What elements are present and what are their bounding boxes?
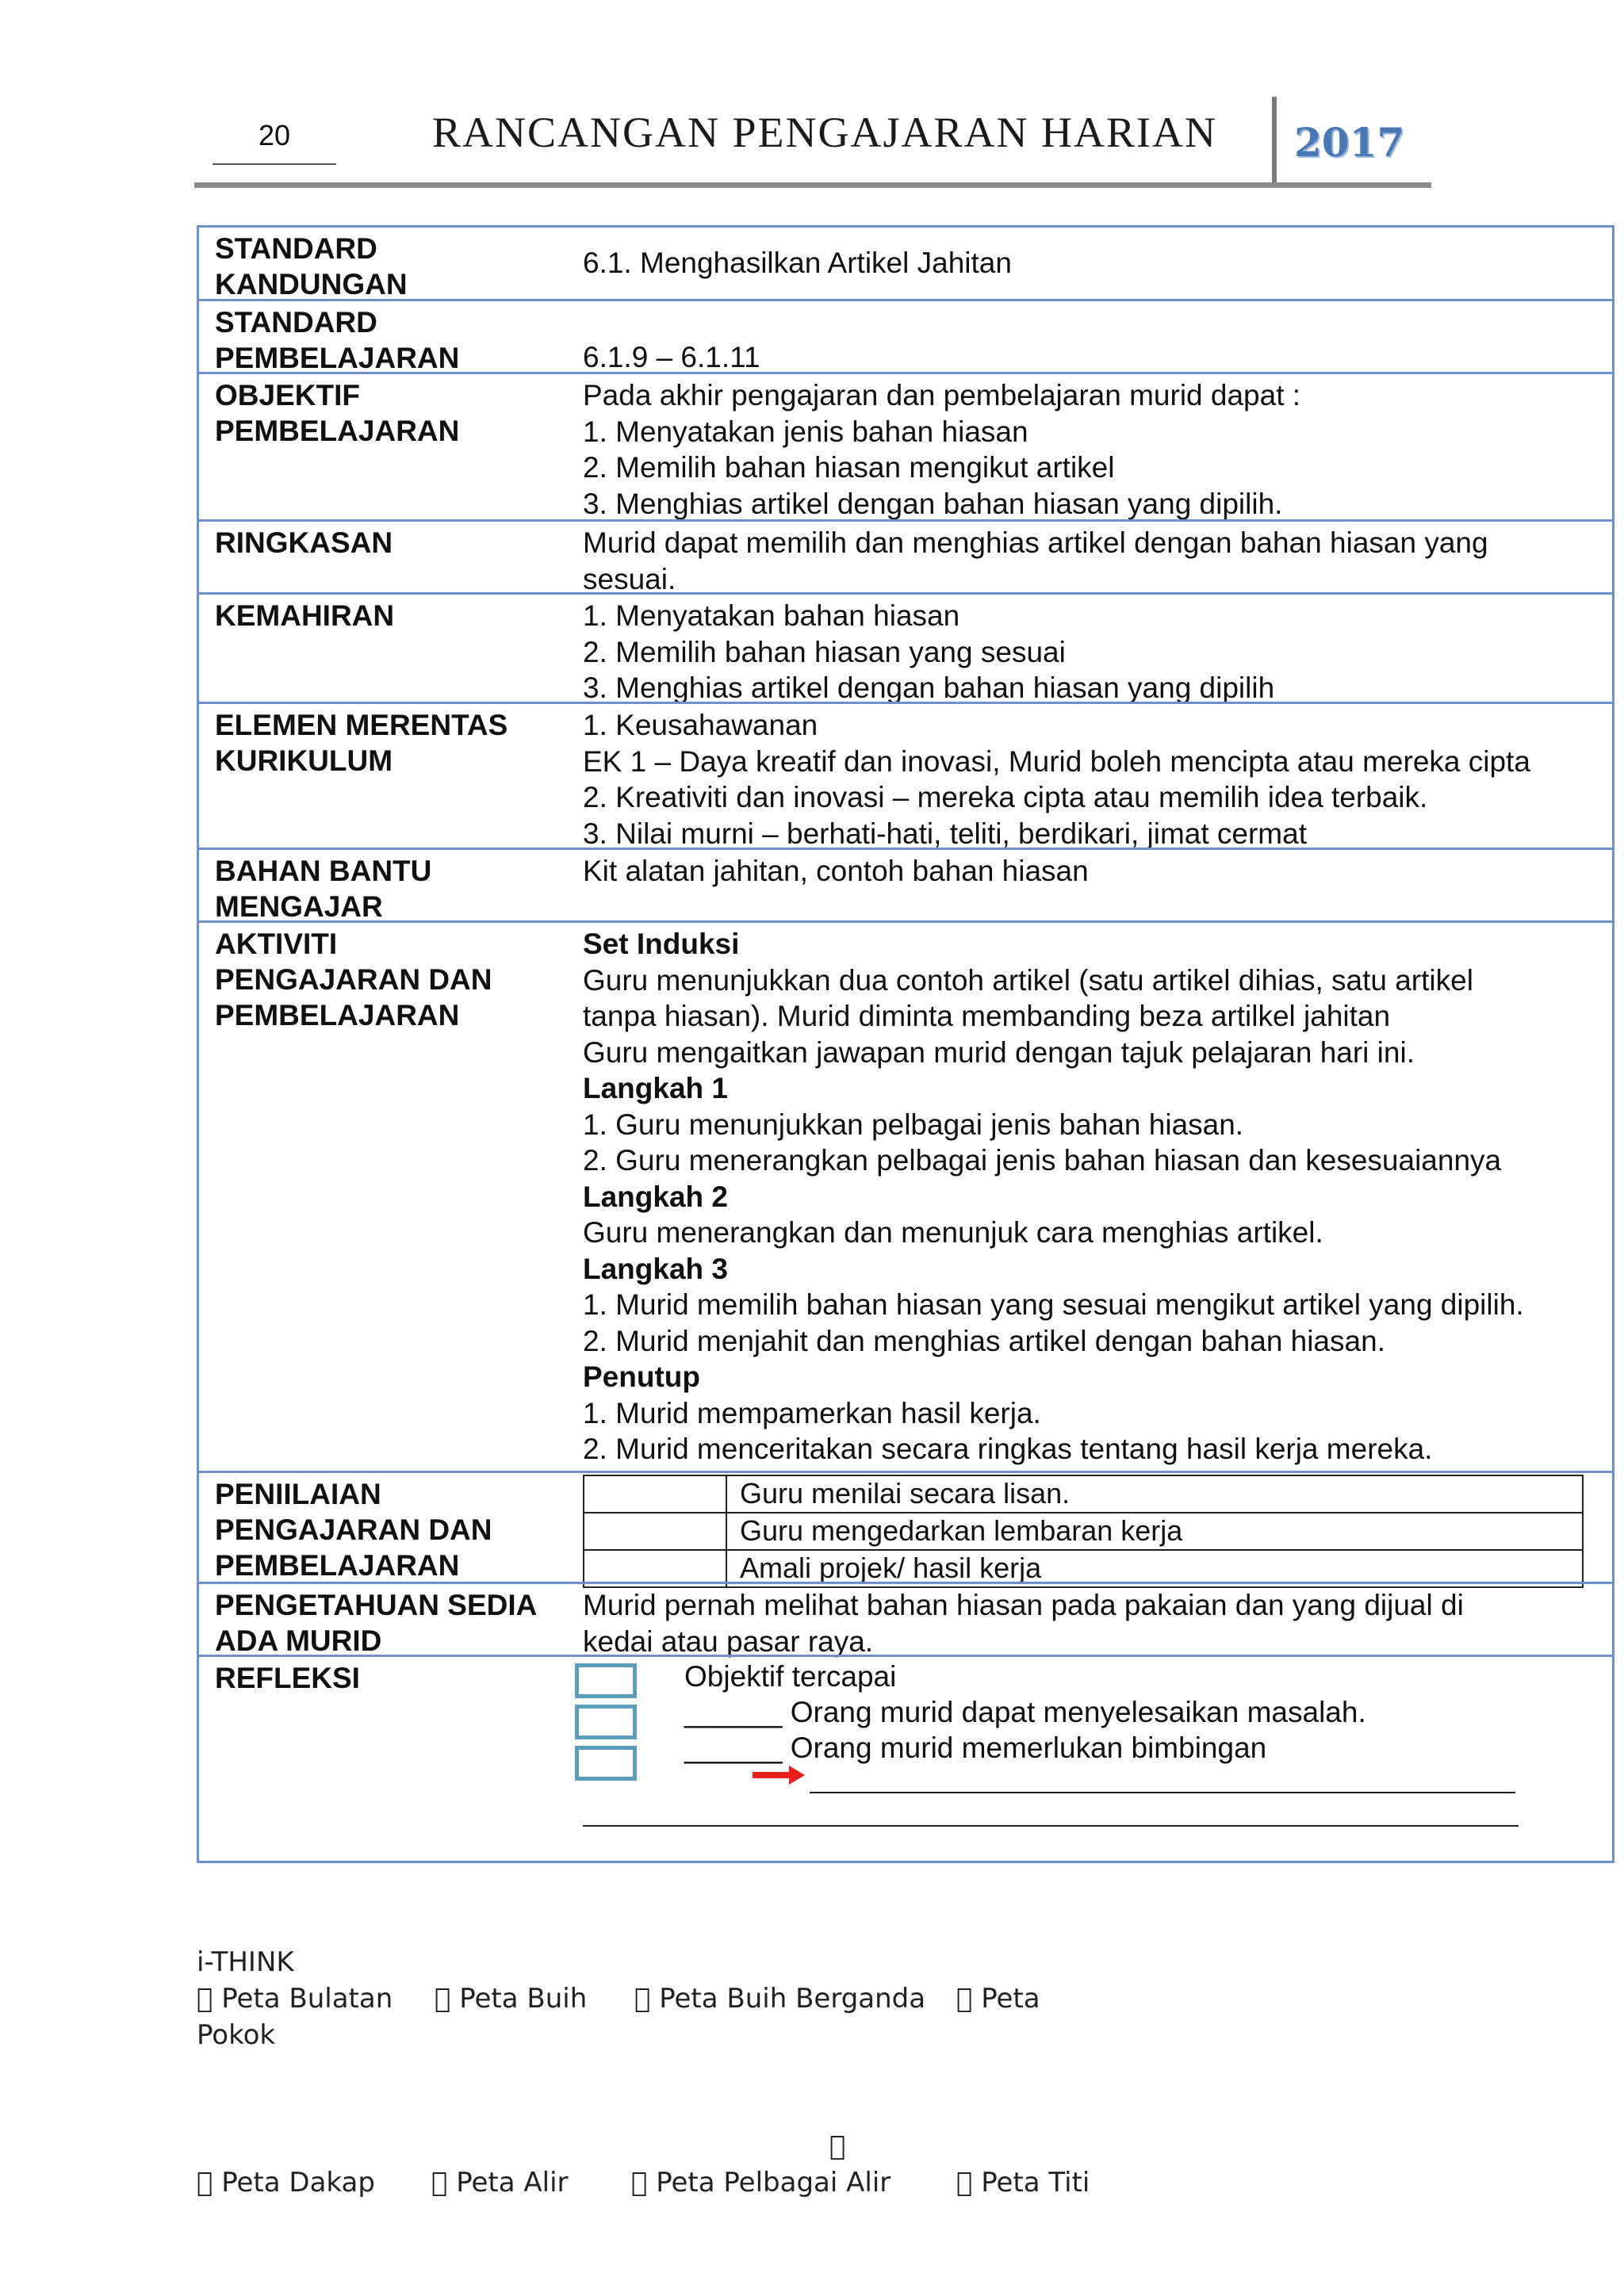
ithink-glyph:   — [829, 2130, 846, 2162]
reflection-answer-line[interactable] — [583, 1825, 1519, 1827]
row-value: 6.1. Menghasilkan Artikel Jahitan — [583, 247, 1012, 279]
row-standard-kandungan — [199, 228, 1612, 299]
row-value: 6.1.9 – 6.1.11 — [583, 341, 760, 373]
row-label: BAHAN BANTU MENGAJAR — [215, 855, 432, 923]
ithink-option:   Peta Alir — [431, 2167, 569, 2198]
reflection-answer-line[interactable] — [810, 1792, 1515, 1793]
row-label: KEMAHIRAN — [215, 599, 395, 632]
row-standard-pembelajaran — [199, 299, 1612, 372]
row-label: RINGKASAN — [215, 526, 393, 559]
heading-penutup: Penutup — [583, 1360, 700, 1393]
ithink-option:   Peta — [956, 1983, 1040, 2015]
row-penilaian — [199, 1471, 1612, 1582]
row-label: PENGETAHUAN SEDIA ADA MURID — [215, 1589, 538, 1657]
row-value: Murid dapat memilih dan menghias artikel dengan bahan hiasan yang sesuai. — [583, 526, 1488, 595]
ithink-option:   Peta Buih — [435, 1983, 588, 2015]
row-elemen-merentas-kurikulum — [199, 702, 1612, 848]
assessment-option: Guru mengedarkan lembaran kerja — [584, 1512, 1582, 1549]
arrow-right-icon — [753, 1763, 806, 1787]
row-objektif — [199, 372, 1612, 519]
ithink-option:   Peta Buih Berganda — [634, 1983, 926, 2015]
row-value: Kit alatan jahitan, contoh bahan hiasan — [583, 855, 1089, 887]
ithink-option-wrap: Pokok — [197, 2019, 276, 2051]
row-label: STANDARD KANDUNGAN — [215, 232, 408, 300]
assessment-options — [583, 1475, 1584, 1588]
reflection-checkboxes — [575, 1663, 637, 1787]
page-number: 20 — [213, 119, 336, 165]
row-value: Murid pernah melihat bahan hiasan pada pakaian dan yang dijual di kedai atau pasar raya. — [583, 1589, 1464, 1658]
reflection-checkbox[interactable] — [575, 1705, 637, 1739]
row-value: Set Induksi Guru menunjukkan dua contoh artikel (satu artikel dihias, satu artikel tanpa hiasan). Murid diminta membanding beza artilkel jahitan Guru mengaitkan jawapan murid dengan tajuk pelajaran hari ini. Langkah 1 1. Guru menunjukkan pelbagai jenis bahan hiasan. 2. Guru menerangkan pelbagai jenis bahan hiasan dan kesesuaiannya Langkah 2 Guru menerangkan dan menunjuk cara menghias artikel. Langkah 3 1. Murid memilih bahan hiasan yang sesuai mengikut artikel yang dipilih. 2. Murid menjahit dan menghias artikel dengan bahan hiasan. Penutup 1. Murid mempamerkan hasil kerja. 2. Murid menceritakan secara ringkas tentang hasil kerja mereka. — [583, 926, 1606, 1468]
row-label: OBJEKTIF PEMBELAJARAN — [215, 379, 460, 447]
row-aktiviti — [199, 920, 1612, 1471]
ithink-option:   Peta Titi — [956, 2167, 1090, 2198]
ithink-option:   Peta Bulatan — [197, 1983, 393, 2015]
reflection-checkbox[interactable] — [575, 1746, 637, 1781]
row-label: ELEMEN MERENTAS KURIKULUM — [215, 709, 508, 777]
row-bahan-bantu-mengajar — [199, 848, 1612, 923]
ithink-heading: i-THINK — [197, 1946, 294, 1978]
assessment-option: Guru menilai secara lisan. — [584, 1476, 1582, 1512]
row-ringkasan — [199, 519, 1612, 595]
row-label: REFLEKSI — [215, 1662, 360, 1694]
reflection-text: Objektif tercapai ______ Orang murid dapat menyelesaikan masalah. ______ Orang murid memerlukan bimbingan — [684, 1660, 1366, 1764]
document-title: RANCANGAN PENGAJARAN HARIAN — [431, 109, 1218, 156]
ithink-option:   Peta Dakap — [197, 2167, 375, 2198]
row-value: 1. Keusahawanan EK 1 – Daya kreatif dan inovasi, Murid boleh mencipta atau mereka cipta 2. Kreativiti dan inovasi – mereka cipta atau memilih idea terbaik. 3. Nilai murni – berhati-hati, teliti, berdikari, jimat cermat — [583, 709, 1530, 850]
year-label: 2017 — [1294, 119, 1405, 166]
lesson-plan-table — [197, 225, 1614, 1863]
row-kemahiran — [199, 592, 1612, 702]
reflection-checkbox[interactable] — [575, 1663, 637, 1698]
assessment-option: Amali projek/ hasil kerja — [584, 1549, 1582, 1586]
row-pengetahuan-sedia-ada — [199, 1582, 1612, 1658]
header-rule — [194, 182, 1431, 188]
heading-langkah-3: Langkah 3 — [583, 1252, 728, 1285]
row-value: 1. Menyatakan bahan hiasan 2. Memilih bahan hiasan yang sesuai 3. Menghias artikel dengan bahan hiasan yang dipilih — [583, 599, 1275, 704]
ithink-option:   Peta Pelbagai Alir — [631, 2167, 891, 2198]
heading-set-induksi: Set Induksi — [583, 928, 740, 960]
row-label: PENIILAIAN PENGAJARAN DAN PEMBELAJARAN — [215, 1478, 492, 1582]
row-label: AKTIVITI PENGAJARAN DAN PEMBELAJARAN — [215, 928, 492, 1031]
assessment-checkbox[interactable] — [584, 1476, 727, 1512]
heading-langkah-1: Langkah 1 — [583, 1072, 728, 1104]
row-value: Pada akhir pengajaran dan pembelajaran murid dapat : 1. Menyatakan jenis bahan hiasan 2. Memilih bahan hiasan mengikut artikel 3. Menghias artikel dengan bahan hiasan yang dipilih. — [583, 379, 1301, 520]
heading-langkah-2: Langkah 2 — [583, 1180, 728, 1213]
assessment-checkbox[interactable] — [584, 1513, 727, 1549]
row-refleksi — [199, 1655, 1612, 1861]
row-label: STANDARD PEMBELAJARAN — [215, 306, 460, 374]
header-divider — [1272, 97, 1277, 187]
